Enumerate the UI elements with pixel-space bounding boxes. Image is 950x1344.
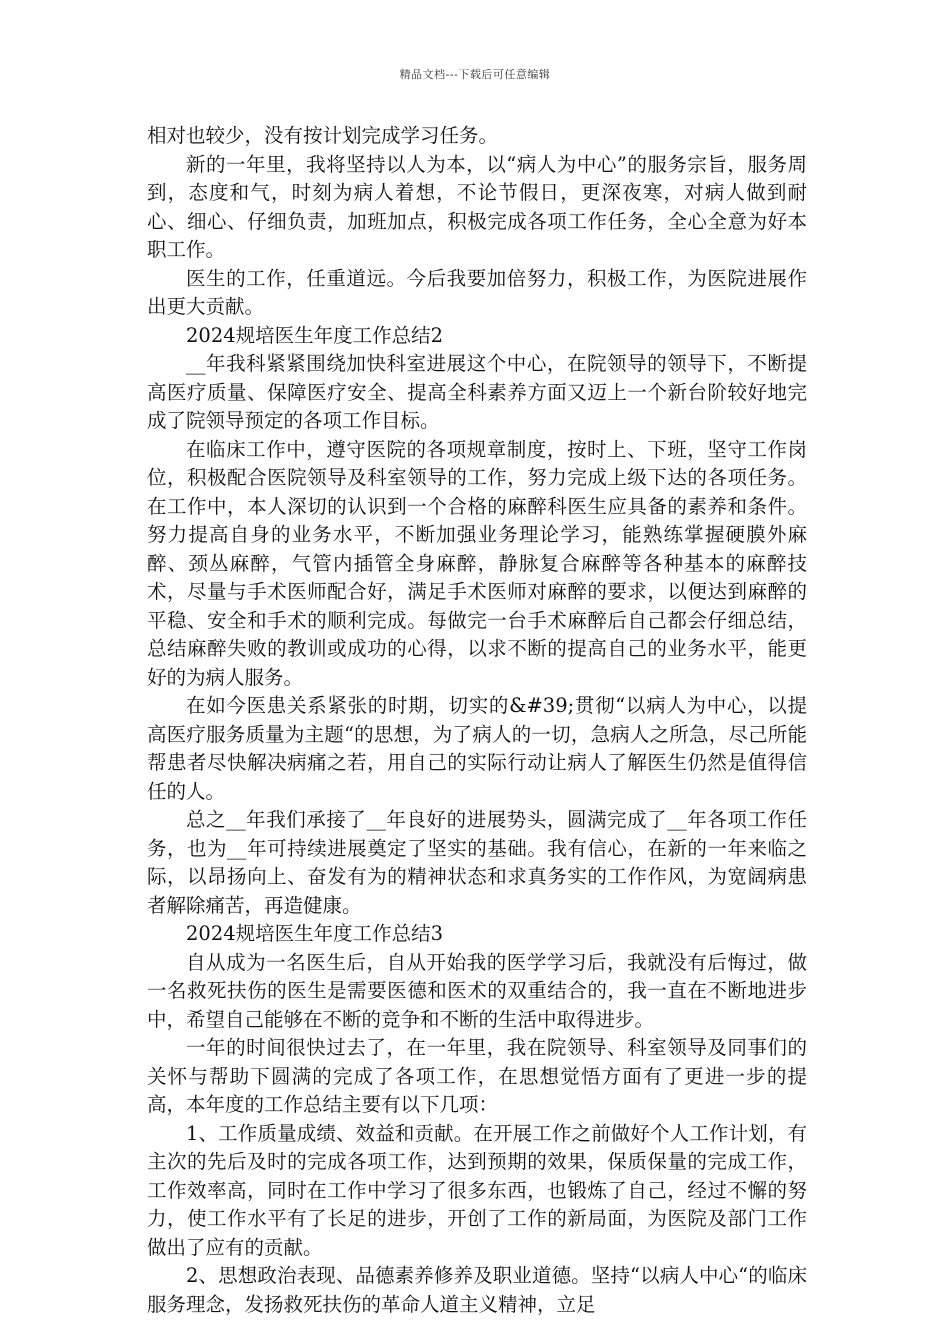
- paragraph: 在临床工作中，遵守医院的各项规章制度，按时上、下班，坚守工作岗位，积极配合医院领导及科室领导的工作，努力完成上级下达的各项任务。在工作中，本人深切的认识到一个合格的麻醉科医生应具备的素养和条件。努力提高自身的业务水平，不断加强业务理论学习，能熟练掌握硬膜外麻醉、颈丛麻醉，气管内插管全身麻醉，静脉复合麻醉等各种基本的麻醉技术，尽量与手术医师配合好，满足手术医师对麻醉的要求，以便达到麻醉的平稳、安全和手术的顺利完成。每做完一台手术麻醉后自己都会仔细总结，总结麻醉失败的教训或成功的心得，以求不断的提高自己的业务水平，能更好的为病人服务。: [147, 437, 807, 689]
- section-heading: 2024规培医生年度工作总结3: [186, 922, 444, 945]
- paragraph: 新的一年里，我将坚持以人为本，以“病人为中心”的服务宗旨，服务周到，态度和气，时刻为病人着想，不论节假日，更深夜寒，对病人做到耐心、细心、仔细负责，加班加点，积极完成各项工作任务，全心全意为好本职工作。: [147, 152, 807, 261]
- paragraph: 自从成为一名医生后，自从开始我的医学学习后，我就没有后悔过，做一名救死扶伤的医生是需要医德和医术的双重结合的，我一直在不断地进步中，希望自己能够在不断的竞争和不断的生活中取得进步。: [147, 950, 807, 1031]
- paragraph: __年我科紧紧围绕加快科室进展这个中心，在院领导的领导下，不断提高医疗质量、保障医疗安全、提高全科素养方面又迈上一个新台阶较好地完成了院领导预定的各项工作目标。: [147, 352, 807, 432]
- paragraph: 医生的工作，任重道远。今后我要加倍努力，积极工作，为医院进展作出更大贡献。: [147, 266, 807, 318]
- document-body: [147, 122, 807, 1319]
- paragraph: 一年的时间很快过去了，在一年里，我在院领导、科室领导及同事们的关怀与帮助下圆满的完成了各项工作，在思想觉悟方面有了更进一步的提高，本年度的工作总结主要有以下几项：: [147, 1036, 807, 1116]
- section-heading: 2024规培医生年度工作总结2: [186, 323, 444, 347]
- paragraph: 总之__年我们承接了__年良好的进展势头，圆满完成了__年各项工作任务，也为__年可持续进展奠定了坚实的基础。我有信心，在新的一年来临之际，以昂扬向上、奋发有为的精神状态和求真务实的工作作风，为宽阔病患者解除痛苦，再造健康。: [147, 808, 807, 917]
- paragraph: 在如今医患关系紧张的时期，切实的&#39;贯彻“以病人为中心，以提高医疗服务质量为主题“的思想，为了病人的一切，急病人之所急，尽己所能帮患者尽快解决病痛之若，用自己的实际行动让病人了解医生仍然是值得信任的人。: [147, 694, 807, 803]
- paragraph: 1、工作质量成绩、效益和贡献。在开展工作之前做好个人工作计划，有主次的先后及时的完成各项工作，达到预期的效果，保质保量的完成工作，工作效率高，同时在工作中学习了很多东西，也锻炼了自己，经过不懈的努力，使工作水平有了长足的进步，开创了工作的新局面，为医院及部门工作做出了应有的贡献。: [147, 1121, 807, 1259]
- paragraph: 2、思想政治表现、品德素养修养及职业道德。坚持“以病人中心“的临床服务理念，发扬救死扶伤的革命人道主义精神，立足: [147, 1264, 807, 1316]
- page-header: 精品文档---下载后可任意编辑: [399, 68, 551, 81]
- paragraph-continuation: 相对也较少，没有按计划完成学习任务。: [147, 124, 499, 147]
